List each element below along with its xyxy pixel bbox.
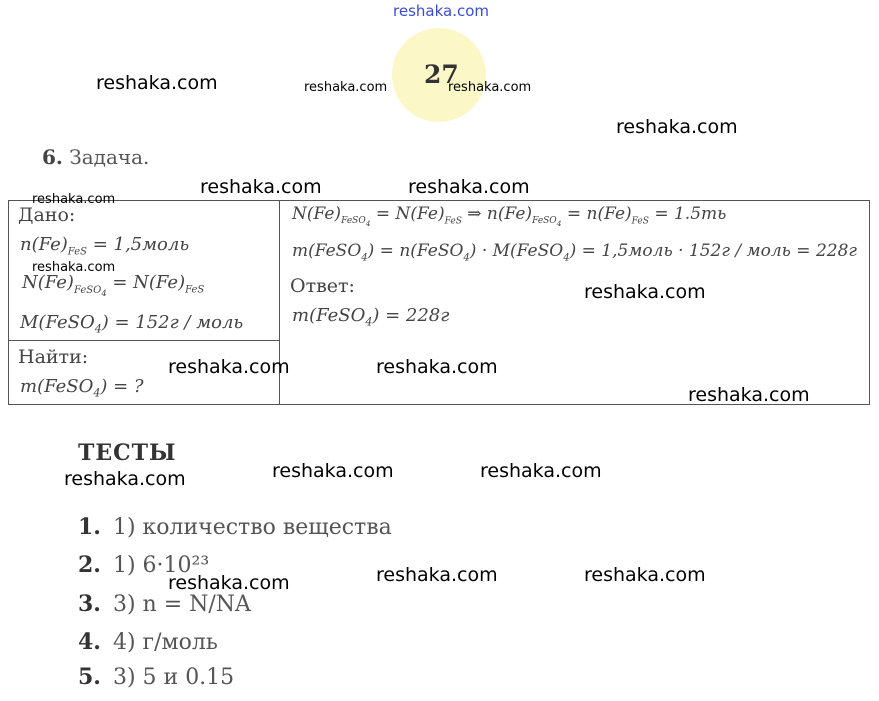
watermark: reshaka.com bbox=[32, 260, 116, 275]
watermark: reshaka.com bbox=[168, 356, 290, 378]
given-formula-2: $N(Fe)_{FeSO_4} = N(Fe)_{FeS}$ bbox=[22, 272, 205, 298]
watermark: reshaka.com bbox=[376, 564, 498, 586]
given-formula-3: M(FeSO$_4$) = 152г / моль bbox=[20, 312, 244, 336]
test-item: 2. 1) 6·10²³ bbox=[78, 552, 210, 578]
watermark: reshaka.com bbox=[200, 176, 322, 198]
watermark: reshaka.com bbox=[376, 356, 498, 378]
watermark: reshaka.com bbox=[408, 176, 530, 198]
watermark: reshaka.com bbox=[168, 572, 290, 594]
page-number: 27 bbox=[424, 60, 459, 89]
test-item: 4. 4) г/моль bbox=[78, 629, 218, 655]
answer-label: Ответ: bbox=[290, 275, 355, 297]
test-item: 3. 3) n = N/NA bbox=[78, 591, 251, 617]
watermark: reshaka.com bbox=[96, 72, 218, 94]
watermark: reshaka.com bbox=[32, 192, 116, 207]
solution-line-2: m(FeSO$_4$) = n(FeSO$_4$) · M(FeSO$_4$) = 1,5моль · 152г / моль = 228г bbox=[292, 241, 857, 264]
test-item: 1. 1) количество вещества bbox=[78, 514, 392, 540]
task-title: Задача. bbox=[69, 145, 150, 169]
given-formula-1: $n(Fe)_{FeS}$ = 1,5моль bbox=[20, 234, 190, 258]
watermark: reshaka.com bbox=[584, 281, 706, 303]
watermark: reshaka.com bbox=[480, 460, 602, 482]
watermark: reshaka.com bbox=[304, 80, 388, 95]
watermark: reshaka.com bbox=[584, 564, 706, 586]
watermark: reshaka.com bbox=[616, 116, 738, 138]
task-heading bbox=[42, 145, 149, 169]
task-number: 6. bbox=[42, 145, 63, 169]
test-item: 5. 3) 5 и 0.15 bbox=[78, 664, 235, 690]
watermark: reshaka.com bbox=[272, 460, 394, 482]
tests-heading: ТЕСТЫ bbox=[78, 440, 177, 466]
find-formula: m(FeSO$_4$) = ? bbox=[20, 376, 144, 400]
solution-box bbox=[279, 200, 870, 405]
watermark: reshaka.com bbox=[688, 384, 810, 406]
top-watermark: reshaka.com bbox=[393, 2, 489, 20]
answer-formula: m(FeSO$_4$) = 228г bbox=[292, 305, 450, 329]
solution-line-1: $N(Fe)_{FeSO_4} = N(Fe)_{FeS}$ ⇒ $n(Fe)_{FeSO_4} = n(Fe)_{FeS} = 1.5ть$ bbox=[292, 204, 727, 229]
given-label: Дано: bbox=[18, 204, 76, 226]
watermark: reshaka.com bbox=[448, 80, 532, 95]
find-label: Найти: bbox=[18, 346, 89, 368]
watermark: reshaka.com bbox=[64, 468, 186, 490]
